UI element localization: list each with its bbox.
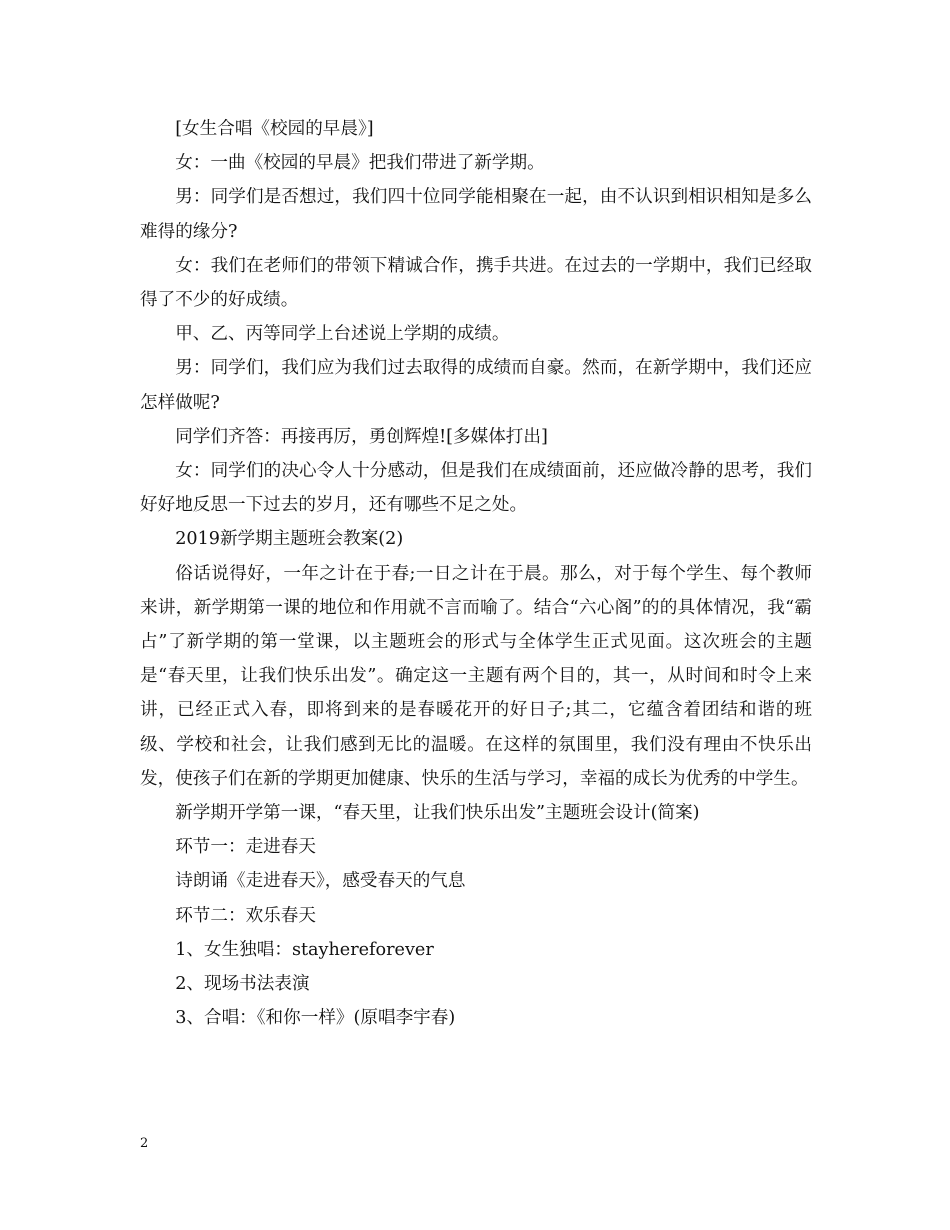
- step-two-heading: 环节二：欢乐春天: [175, 905, 316, 926]
- paragraph-female-line-2: 女：我们在老师们的带领下精诚合作，携手共进。在过去的一学期中，我们已经取得了不少的好成绩。: [140, 255, 812, 311]
- paragraph-students-report: 甲、乙、丙等同学上台述说上学期的成绩。: [175, 324, 510, 345]
- design-title: 新学期开学第一课，“春天里，让我们快乐出发”主题班会设计(简案): [175, 803, 700, 824]
- paragraph-introduction: 俗话说得好，一年之计在于春;一日之计在于晨。那么，对于每个学生、每个教师来讲，新学期第一课的地位和作用就不言而喻了。结合“六心阁”的的具体情况，我“霸占”了新学期的第一堂课，以主题班会的形式与全体学生正式见面。这次班会的主题是“春天里，让我们快乐出发”。确定这一主题有两个目的，其一，从时间和时令上来讲，已经正式入春，即将到来的是春暖花开的好日子;其二，它蕴含着团结和谐的班级、学校和社会，让我们感到无比的温暖。在这样的氛围里，我们没有理由不快乐出发，使孩子们在新的学期更加健康、快乐的生活与学习，幸福的成长为优秀的中学生。: [140, 563, 812, 789]
- paragraph-class-answer: 同学们齐答：再接再厉，勇创辉煌![多媒体打出]: [175, 426, 548, 447]
- paragraph-female-line-3: 女：同学们的决心令人十分感动，但是我们在成绩面前，还应做冷静的思考，我们好好地反思一下过去的岁月，还有哪些不足之处。: [140, 461, 812, 516]
- step-two-item-1: 1、女生独唱：stayhereforever: [175, 939, 434, 960]
- section-heading: 2019新学期主题班会教案(2): [175, 529, 404, 550]
- paragraph-female-line-1: 女：一曲《校园的早晨》把我们带进了新学期。: [175, 153, 545, 174]
- document-body: [140, 112, 812, 1035]
- paragraph-male-line-1: 男：同学们是否想过，我们四十位同学能相聚在一起，由不认识到相识相知是多么难得的缘分?: [140, 187, 812, 242]
- page-number: 2: [140, 1136, 149, 1151]
- paragraph-male-line-2: 男：同学们，我们应为我们过去取得的成绩而自豪。然而，在新学期中，我们还应怎样做呢?: [140, 358, 812, 413]
- step-one-heading: 环节一：走进春天: [175, 837, 316, 858]
- step-one-item: 诗朗诵《走进春天》，感受春天的气息: [175, 871, 466, 892]
- step-two-item-3: 3、合唱：《和你一样》(原唱李宇春): [175, 1008, 456, 1029]
- paragraph-female-chorus: [女生合唱《校园的早晨》]: [175, 119, 374, 139]
- step-two-item-2: 2、现场书法表演: [175, 974, 310, 995]
